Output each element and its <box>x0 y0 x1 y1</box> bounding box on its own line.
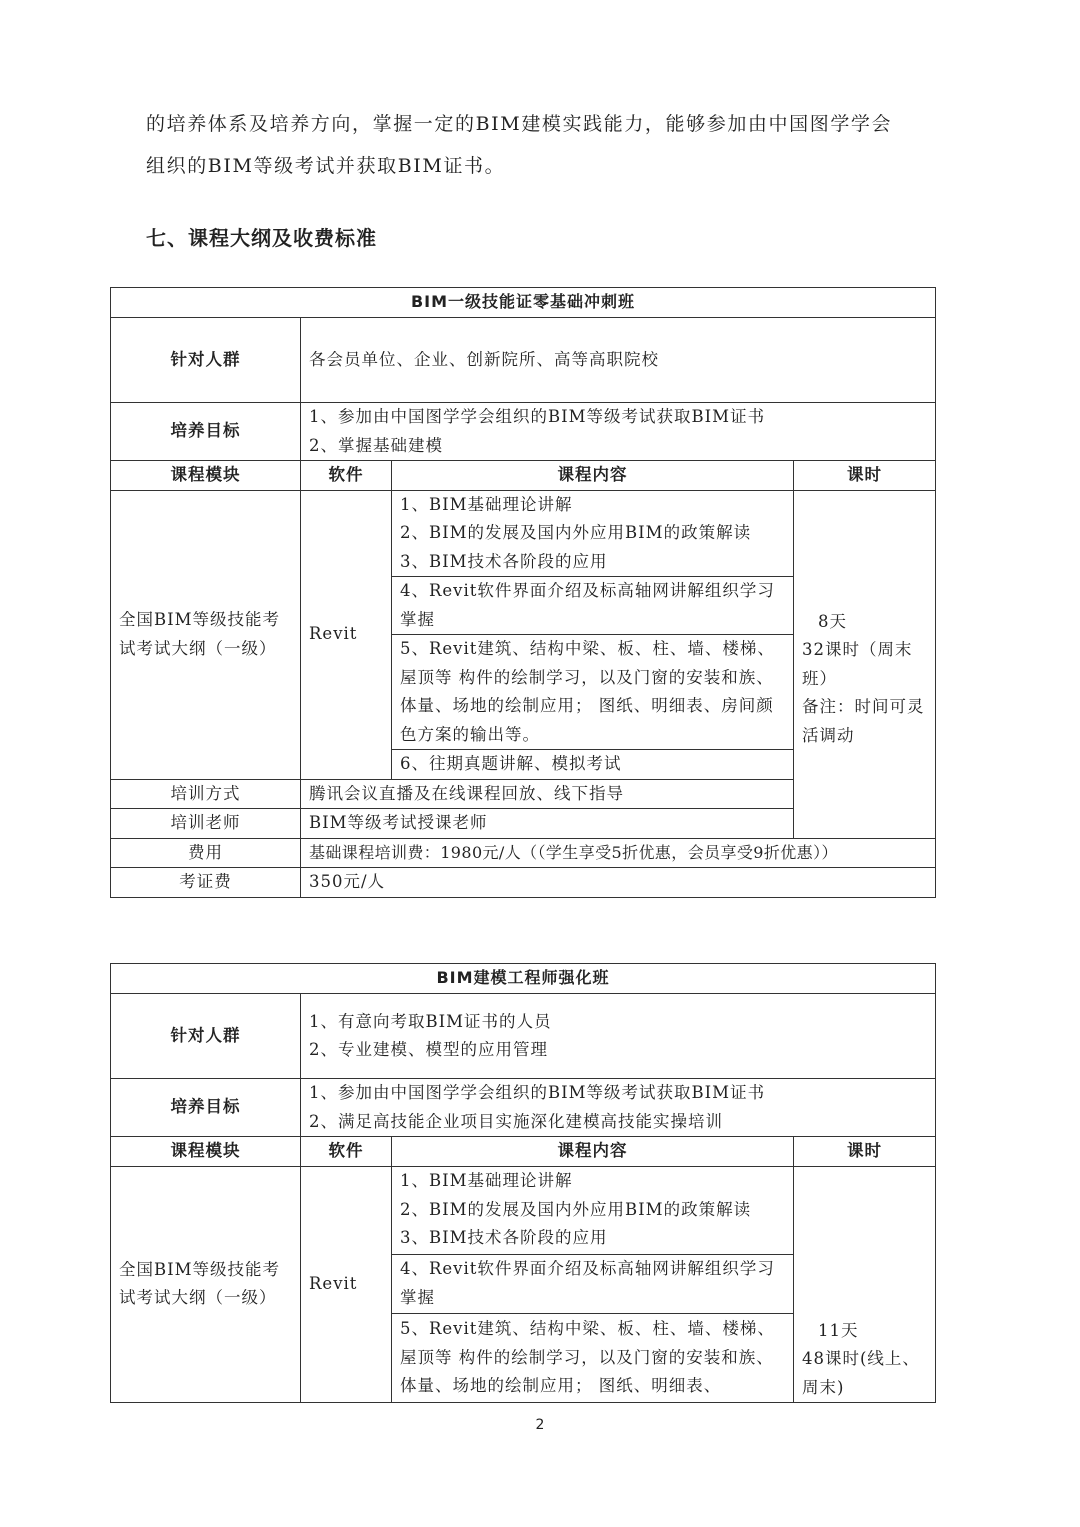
goal-item: 1、参加由中国图学学会组织的BIM等级考试获取BIM证书 <box>309 407 766 426</box>
content-group: 6、往期真题讲解、模拟考试 <box>392 750 794 780</box>
section-heading: 七、课程大纲及收费标准 <box>146 226 377 250</box>
method-label: 培训方式 <box>111 779 301 809</box>
page-number: 2 <box>535 1417 545 1433</box>
course-table-advanced <box>110 963 936 1403</box>
intro-line-1: 的培养体系及培养方向，掌握一定的BIM建模实践能力，能够参加由中国图学学会 <box>146 113 893 135</box>
teacher-label: 培训老师 <box>111 809 301 839</box>
hours-lessons: 48课时(线上、周末) <box>802 1349 920 1397</box>
header-module: 课程模块 <box>111 1137 301 1167</box>
content-group: 4、Revit软件界面介绍及标高轴网讲解组织学习掌握 <box>392 1254 794 1313</box>
goal-label: 培养目标 <box>111 1079 301 1137</box>
goal-item: 2、掌握基础建模 <box>309 435 443 455</box>
audience-label: 针对人群 <box>111 318 301 403</box>
content-group: 4、Revit软件界面介绍及标高轴网讲解组织学习掌握 <box>392 577 794 635</box>
fee-label: 费用 <box>111 838 301 868</box>
audience-value <box>301 994 936 1079</box>
content-group: 5、Revit建筑、结构中梁、板、柱、墙、楼梯、屋顶等 构件的绘制学习，以及门窗的安装和族、体量、场地的绘制应用； 图纸、明细表、房间颜色方案的输出等。 <box>392 635 794 750</box>
hours-lessons: 32课时（周末班） <box>802 640 913 688</box>
hours-days: 11天 <box>818 1320 859 1340</box>
module-value: 全国BIM等级技能考试考试大纲（一级） <box>111 490 301 779</box>
goal-label: 培养目标 <box>111 403 301 461</box>
audience-item: 1、有意向考取BIM证书的人员 <box>309 1011 552 1031</box>
course-table-basic <box>110 287 936 898</box>
audience-label: 针对人群 <box>111 994 301 1079</box>
hours-note: 备注：时间可灵活调动 <box>802 697 925 745</box>
table-title: BIM建模工程师强化班 <box>111 964 936 994</box>
content-item: 1、BIM基础理论讲解 <box>400 1171 573 1191</box>
intro-line-2: 组织的BIM等级考试并获取BIM证书。 <box>146 155 506 177</box>
header-hours: 课时 <box>794 1137 936 1167</box>
content-group <box>392 490 794 577</box>
content-item: 3、BIM技术各阶段的应用 <box>400 551 608 571</box>
hours-value <box>794 490 936 838</box>
method-value: 腾讯会议直播及在线课程回放、线下指导 <box>301 779 794 809</box>
header-content: 课程内容 <box>392 1137 794 1167</box>
cert-value: 350元/人 <box>301 868 936 898</box>
goal-value <box>301 1079 936 1137</box>
header-software: 软件 <box>301 461 392 491</box>
hours-days: 8天 <box>818 611 847 631</box>
content-item: 2、BIM的发展及国内外应用BIM的政策解读 <box>400 523 752 542</box>
header-content: 课程内容 <box>392 461 794 491</box>
fee-value: 基础课程培训费：1980元/人（（学生享受5折优惠，会员享受9折优惠）） <box>301 838 936 868</box>
goal-item: 1、参加由中国图学学会组织的BIM等级考试获取BIM证书 <box>309 1083 766 1102</box>
audience-value: 各会员单位、企业、创新院所、高等高职院校 <box>301 318 936 403</box>
content-group: 5、Revit建筑、结构中梁、板、柱、墙、楼梯、屋顶等 构件的绘制学习，以及门窗的安装和族、体量、场地的绘制应用； 图纸、明细表、 <box>392 1314 794 1403</box>
audience-item: 2、专业建模、模型的应用管理 <box>309 1040 548 1059</box>
header-software: 软件 <box>301 1137 392 1167</box>
hours-value <box>794 1166 936 1403</box>
goal-value <box>301 403 936 461</box>
module-value: 全国BIM等级技能考试考试大纲（一级） <box>111 1166 301 1403</box>
content-item: 3、BIM技术各阶段的应用 <box>400 1228 608 1248</box>
software-value: Revit <box>301 490 392 779</box>
header-hours: 课时 <box>794 461 936 491</box>
content-group <box>392 1166 794 1254</box>
table-title: BIM一级技能证零基础冲刺班 <box>111 288 936 318</box>
goal-item: 2、满足高技能企业项目实施深化建模高技能实操培训 <box>309 1111 723 1131</box>
cert-label: 考证费 <box>111 868 301 898</box>
header-module: 课程模块 <box>111 461 301 491</box>
content-item: 1、BIM基础理论讲解 <box>400 494 573 514</box>
content-item: 2、BIM的发展及国内外应用BIM的政策解读 <box>400 1199 752 1219</box>
software-value: Revit <box>301 1166 392 1403</box>
teacher-value: BIM等级考试授课老师 <box>301 809 794 839</box>
